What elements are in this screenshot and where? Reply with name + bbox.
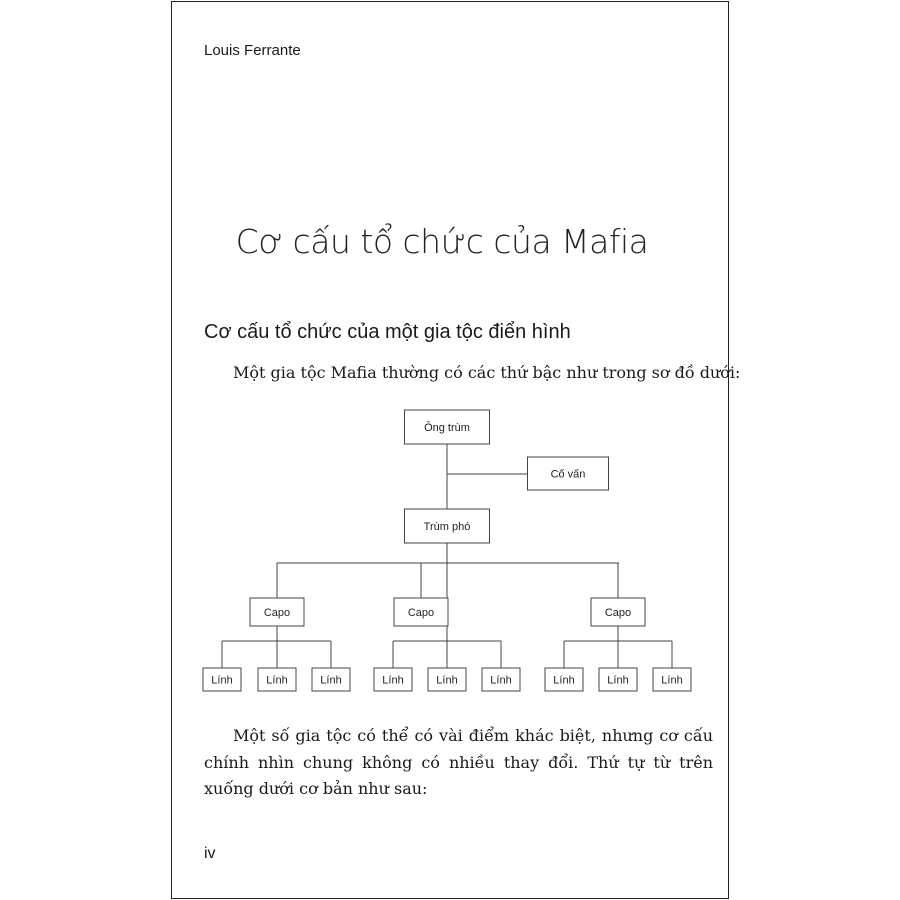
soldier-label: Lính: [661, 674, 683, 687]
soldier-label: Lính: [607, 674, 629, 687]
underboss-label: Trùm phó: [423, 521, 471, 533]
soldier-label: Lính: [320, 674, 342, 687]
soldier-label: Lính: [490, 674, 512, 687]
boss-label: Ông trùm: [424, 422, 470, 434]
page-number: iv: [204, 845, 216, 862]
capo-label: Capo: [604, 607, 632, 619]
capo-label: Capo: [407, 607, 435, 619]
soldier-label: Lính: [382, 674, 404, 687]
capo-label: Capo: [263, 607, 291, 619]
intro-paragraph: Một gia tộc Mafia thường có các thứ bậc như trong sơ đồ dưới:: [233, 363, 741, 382]
soldier-label: Lính: [211, 674, 233, 687]
section-heading: Cơ cấu tổ chức của một gia tộc điển hình: [204, 321, 571, 343]
chapter-title: Cơ cấu tổ chức của Mafia: [235, 222, 649, 261]
body-paragraph: Một số gia tộc có thể có vài điểm khác biệt, nhưng cơ cấu chính nhìn chung không có nhiều thay đổi. Thứ tự từ trên xuống dưới cơ bản như sau:: [204, 726, 713, 798]
soldier-label: Lính: [266, 674, 288, 687]
running-header-author: Louis Ferrante: [204, 42, 301, 59]
soldier-label: Lính: [553, 674, 575, 687]
consigliere-label: Cố vấn: [550, 468, 586, 481]
soldier-label: Lính: [436, 674, 458, 687]
